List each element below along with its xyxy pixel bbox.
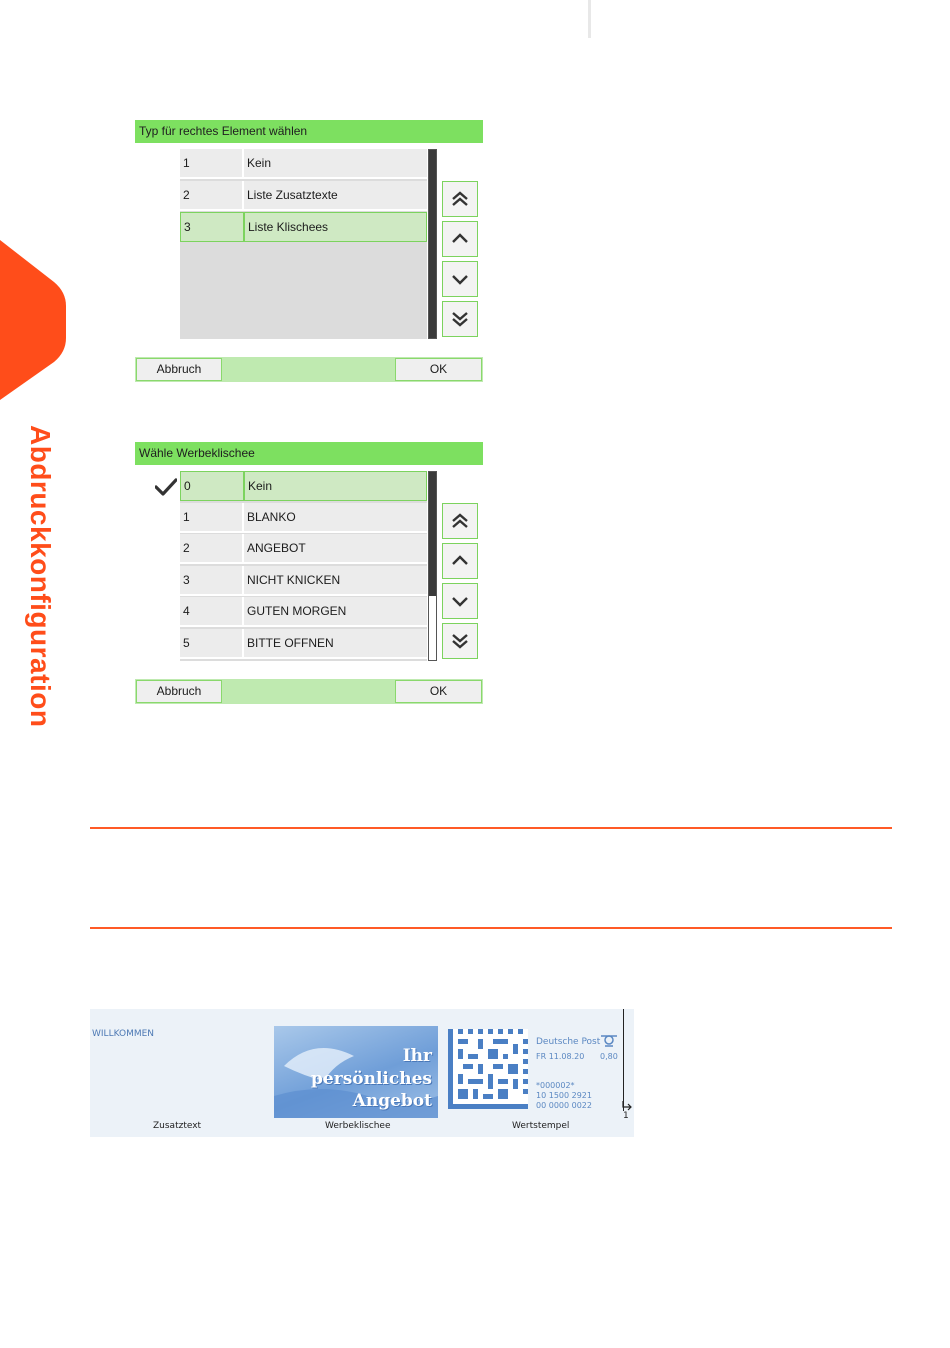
ok-button[interactable]: OK	[395, 358, 482, 381]
margin-arrow-icon	[619, 1101, 633, 1111]
cliche-selection-screen	[135, 442, 483, 704]
double-chevron-up-icon	[451, 190, 469, 208]
option-list	[180, 149, 427, 339]
row-label: BITTE OFFNEN	[247, 636, 334, 650]
screen-header: Typ für rechtes Element wählen	[135, 120, 483, 143]
datamatrix-code-icon	[448, 1029, 528, 1109]
double-chevron-down-icon	[451, 310, 469, 328]
scroll-up-button[interactable]	[442, 543, 478, 579]
stamp-date: FR 11.08.20	[536, 1052, 585, 1061]
list-item[interactable]	[180, 503, 427, 533]
list-item[interactable]	[180, 534, 427, 564]
list-item[interactable]	[180, 629, 427, 659]
page-down-button[interactable]	[442, 301, 478, 337]
imprint-preview	[90, 1009, 634, 1137]
margin-line	[623, 1009, 624, 1111]
page-up-button[interactable]	[442, 181, 478, 217]
cliche-text-line: persönliches	[311, 1069, 432, 1089]
row-label: GUTEN MORGEN	[247, 604, 347, 618]
cliche-text-line: Ihr	[402, 1046, 432, 1066]
chevron-down-icon	[451, 592, 469, 610]
post-horn-icon	[600, 1034, 618, 1048]
page-up-button[interactable]	[442, 503, 478, 539]
scrollbar-thumb[interactable]	[429, 472, 436, 596]
checkmark-icon	[155, 478, 177, 496]
chevron-down-icon	[451, 270, 469, 288]
row-label: BLANKO	[247, 510, 296, 524]
scrollbar[interactable]	[428, 471, 437, 661]
row-number: 1	[180, 503, 244, 531]
top-edge-line	[588, 0, 591, 38]
zusatztext-label: Zusatztext	[153, 1121, 202, 1131]
row-number: 3	[181, 213, 245, 241]
scrollbar[interactable]	[428, 149, 437, 339]
ok-button[interactable]: OK	[395, 680, 482, 703]
button-bar	[135, 679, 483, 704]
additional-text-sample: WILLKOMMEN	[92, 1029, 155, 1039]
row-number: 5	[180, 629, 244, 657]
scroll-down-button[interactable]	[442, 583, 478, 619]
row-number: 2	[180, 534, 244, 562]
row-label: ANGEBOT	[247, 541, 306, 555]
stamp-code: *000002*	[536, 1081, 575, 1090]
list-item[interactable]	[180, 597, 427, 627]
row-label: Liste Zusatztexte	[247, 188, 338, 202]
list-item[interactable]	[180, 149, 427, 179]
section-tab	[0, 240, 66, 400]
list-item-selected[interactable]	[180, 212, 427, 242]
row-label: Liste Klischees	[248, 220, 329, 234]
row-label: Kein	[247, 156, 272, 170]
screen-header: Wähle Werbeklischee	[135, 442, 483, 465]
double-chevron-up-icon	[451, 512, 469, 530]
list-item-selected[interactable]	[180, 471, 427, 501]
stamp-brand: Deutsche Post	[536, 1037, 601, 1047]
cliche-text-line: Angebot	[352, 1091, 432, 1111]
row-label: Kein	[248, 479, 273, 493]
scroll-up-button[interactable]	[442, 221, 478, 257]
stamp-code: 10 1500 2921	[536, 1091, 592, 1100]
wertstempel-label: Wertstempel	[512, 1121, 570, 1131]
chevron-up-icon	[451, 552, 469, 570]
double-chevron-down-icon	[451, 632, 469, 650]
row-number: 4	[180, 597, 244, 625]
cancel-button[interactable]: Abbruch	[136, 680, 222, 703]
stamp-value: 0,80	[600, 1052, 618, 1061]
stamp-code: 00 0000 0022	[536, 1101, 592, 1110]
scrollbar-thumb[interactable]	[429, 150, 436, 338]
note-bottom-rule	[90, 927, 892, 929]
list-item[interactable]	[180, 566, 427, 596]
row-label: NICHT KNICKEN	[247, 573, 341, 587]
list-item[interactable]	[180, 181, 427, 211]
advert-cliche-image	[274, 1026, 438, 1118]
button-bar	[135, 357, 483, 382]
section-title: Abdruckkonfiguration	[25, 425, 56, 728]
row-number: 1	[180, 149, 244, 177]
type-selection-screen	[135, 120, 483, 382]
cancel-button[interactable]: Abbruch	[136, 358, 222, 381]
page-down-button[interactable]	[442, 623, 478, 659]
option-list	[180, 471, 427, 661]
note-top-rule	[90, 827, 892, 829]
row-number: 3	[180, 566, 244, 594]
row-number: 2	[180, 181, 244, 209]
werbeklischee-label: Werbeklischee	[325, 1121, 391, 1131]
scroll-down-button[interactable]	[442, 261, 478, 297]
row-number: 0	[181, 472, 245, 500]
margin-marker: 1	[623, 1111, 629, 1121]
chevron-up-icon	[451, 230, 469, 248]
